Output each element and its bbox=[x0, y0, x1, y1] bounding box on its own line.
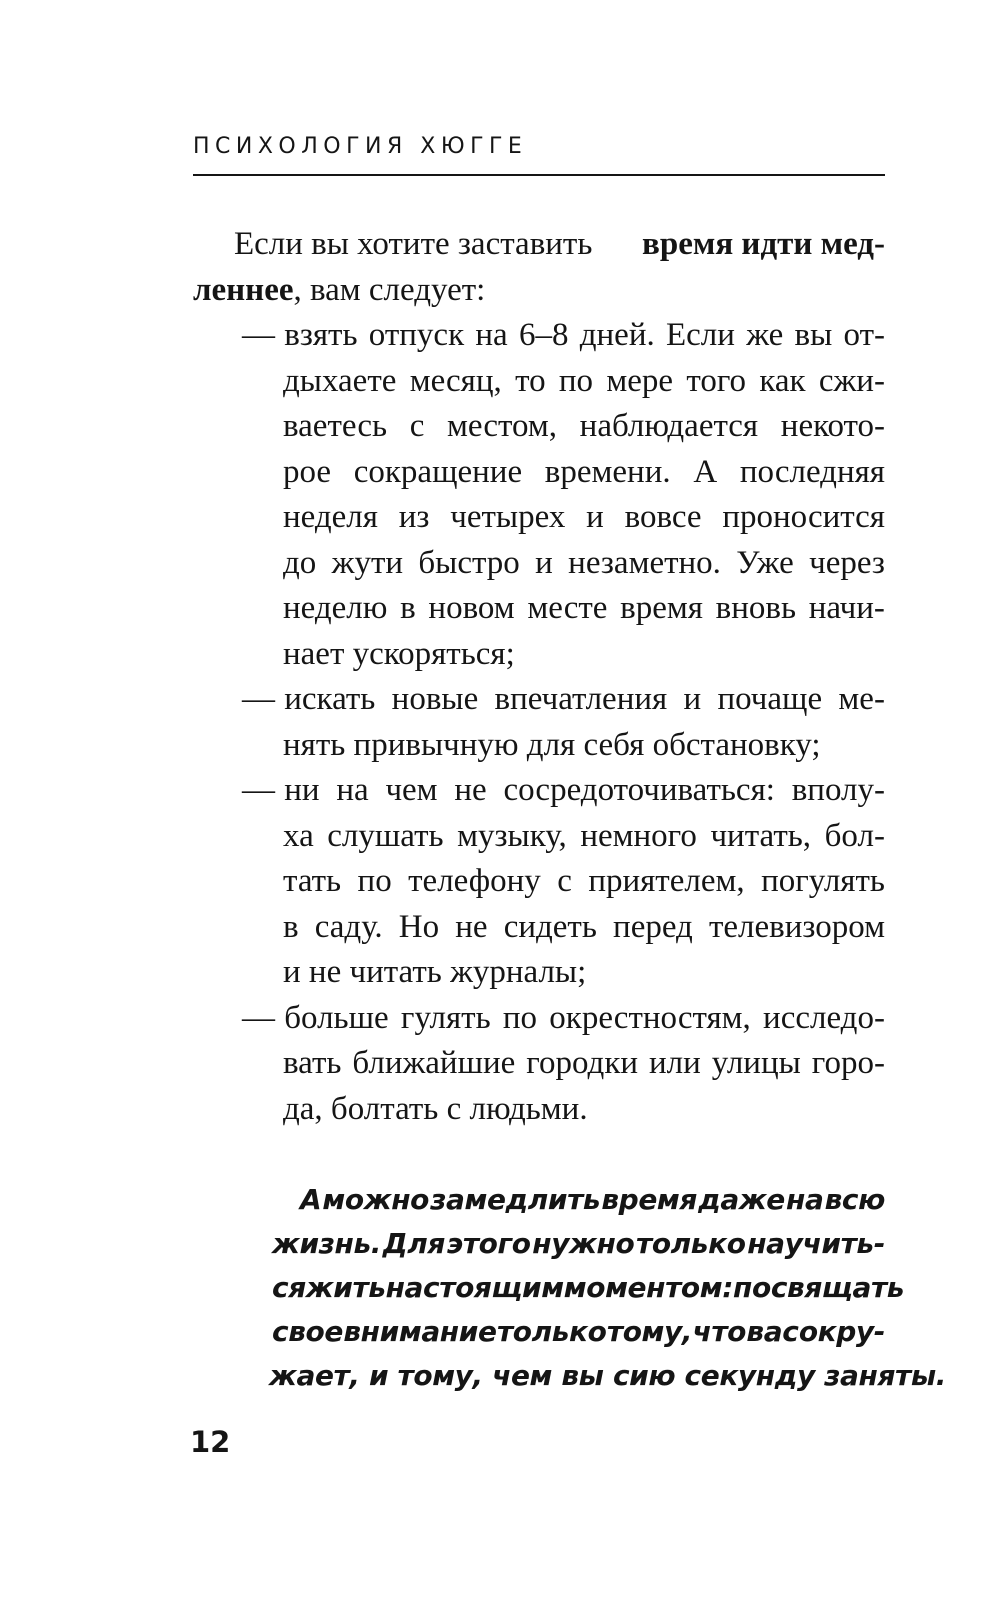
intro-line-2 bbox=[193, 268, 885, 314]
callout-line: ся жить настоящим моментом: посвящать bbox=[272, 1271, 905, 1304]
dash-bullet: — bbox=[242, 317, 275, 353]
list-item-line: нает ускоряться; bbox=[283, 635, 515, 672]
dash-bullet: — bbox=[242, 681, 275, 717]
list-item-line: нять привычную для себя обстановку; bbox=[283, 726, 821, 763]
list-item-first-line bbox=[242, 313, 885, 359]
list-item-text: больше гулять по окрестностям, исследо- bbox=[284, 999, 885, 1036]
dash-list bbox=[193, 313, 885, 1132]
list-item-text: взять отпуск на 6–8 дней. Если же вы от- bbox=[284, 317, 885, 353]
dash-bullet: — bbox=[242, 772, 275, 808]
list-item-line: и не читать журналы; bbox=[283, 954, 587, 990]
list-item-first-line bbox=[242, 768, 885, 814]
list-item-line: ваетесь с местом, наблюдается некото- bbox=[283, 408, 885, 444]
list-item-line: тать по телефону с приятелем, погулять bbox=[283, 863, 885, 899]
body-text bbox=[193, 222, 885, 1132]
header-rule bbox=[193, 174, 885, 176]
page-number: 12 bbox=[190, 1425, 231, 1459]
list-item-line: до жути быстро и незаметно. Уже через bbox=[283, 544, 885, 581]
list-item-line: в саду. Но не сидеть перед телевизором bbox=[283, 908, 885, 945]
intro-bold-text: время идти мед- bbox=[642, 226, 885, 262]
callout-text bbox=[269, 1178, 947, 1398]
callout-line: жизнь. Для этого нужно только научить- bbox=[272, 1227, 885, 1260]
dash-bullet: — bbox=[242, 999, 275, 1036]
list-item-line: ха слушать музыку, немного читать, бол- bbox=[283, 817, 885, 854]
intro-bold-continuation: леннее bbox=[193, 271, 294, 308]
list-item-line: да, болтать с людьми. bbox=[283, 1090, 588, 1127]
list-item-line: рое сокращение времени. А последняя bbox=[283, 453, 885, 490]
list-item-first-line bbox=[242, 996, 885, 1042]
list-item-first-line bbox=[242, 677, 885, 723]
intro-line-1 bbox=[234, 222, 885, 268]
list-item-line: неделя из четырех и вовсе проносится bbox=[283, 499, 885, 535]
list-item-text: искать новые впечатления и почаще ме- bbox=[284, 681, 885, 717]
list-item-line: неделю в новом месте время вновь начи- bbox=[283, 590, 885, 626]
callout-line: свое внимание только тому, что вас окру- bbox=[272, 1315, 885, 1348]
list-item-line: вать ближайшие городки или улицы горо- bbox=[283, 1045, 885, 1081]
intro-line-2-rest: , вам следует: bbox=[293, 271, 486, 308]
intro-plain-text: Если вы хотите заставить bbox=[234, 226, 593, 262]
callout-line: А можно замедлить время даже на всю bbox=[300, 1183, 885, 1216]
list-item-text: ни на чем не сосредоточиваться: вполу- bbox=[284, 772, 885, 808]
running-head: ПСИХОЛОГИЯ ХЮГГЕ bbox=[193, 134, 528, 159]
list-item-line: дыхаете месяц, то по мере того как сжи- bbox=[283, 362, 885, 399]
callout-line: жает, и тому, чем вы сию секунду заняты. bbox=[269, 1359, 947, 1392]
